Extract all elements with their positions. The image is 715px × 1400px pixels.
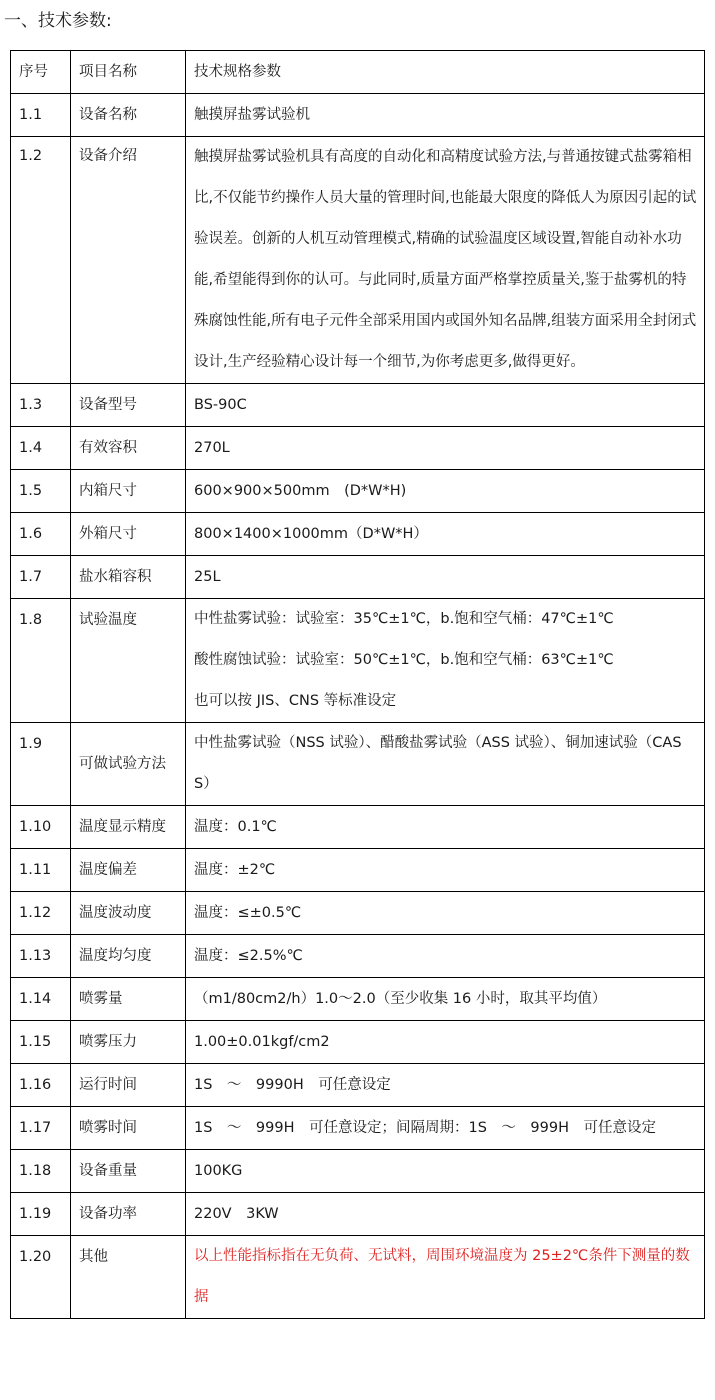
table-row xyxy=(11,892,705,935)
row-name: 温度均匀度 xyxy=(71,935,186,978)
row-no: 1.17 xyxy=(11,1107,71,1150)
row-value: 220V 3KW xyxy=(186,1193,705,1236)
row-name: 外箱尺寸 xyxy=(71,513,186,556)
row-name: 设备重量 xyxy=(71,1150,186,1193)
row-value: 触摸屏盐雾试验机具有高度的自动化和高精度试验方法,与普通按键式盐雾箱相比,不仅能节约操作人员大量的管理时间,也能最大限度的降低人为原因引起的试验误差。创新的人机互动管理模式,精确的试验温度区域设置,智能自动补水功能,希望能得到你的认可。与此同时,质量方面严格掌控质量关,鉴于盐雾机的特殊腐蚀性能,所有电子元件全部采用国内或国外知名品牌,组装方面采用全封闭式设计,生产经验精心设计每一个细节,为你考虑更多,做得更好。 xyxy=(186,137,705,384)
test-temp-line: 中性盐雾试验：试验室：35℃±1℃，b.饱和空气桶：47℃±1℃ xyxy=(194,611,614,627)
row-no: 1.12 xyxy=(11,892,71,935)
row-name: 温度显示精度 xyxy=(71,806,186,849)
row-value xyxy=(186,599,705,723)
row-value: 600×900×500mm (D*W*H) xyxy=(186,470,705,513)
table-row xyxy=(11,513,705,556)
row-value-note: 以上性能指标指在无负荷、无试料，周围环境温度为 25±2℃条件下测量的数据 xyxy=(186,1236,705,1319)
row-value: 270L xyxy=(186,427,705,470)
row-name: 设备功率 xyxy=(71,1193,186,1236)
row-name: 其他 xyxy=(71,1236,186,1319)
row-no: 1.14 xyxy=(11,978,71,1021)
row-no: 1.10 xyxy=(11,806,71,849)
row-value: （m1/80cm2/h）1.0～2.0（至少收集 16 小时，取其平均值） xyxy=(186,978,705,1021)
table-row xyxy=(11,599,705,723)
table-header-row xyxy=(11,51,705,94)
table-row xyxy=(11,1021,705,1064)
row-value: 100KG xyxy=(186,1150,705,1193)
row-name: 温度偏差 xyxy=(71,849,186,892)
table-row xyxy=(11,556,705,599)
table-row xyxy=(11,384,705,427)
row-no: 1.20 xyxy=(11,1236,71,1319)
row-name: 喷雾时间 xyxy=(71,1107,186,1150)
table-row xyxy=(11,137,705,384)
row-name: 温度波动度 xyxy=(71,892,186,935)
table-row xyxy=(11,1107,705,1150)
row-value: BS-90C xyxy=(186,384,705,427)
header-spec: 技术规格参数 xyxy=(186,51,705,94)
section-title: 一、技术参数: xyxy=(4,11,112,31)
row-name: 运行时间 xyxy=(71,1064,186,1107)
row-value: 1S ～ 999H 可任意设定；间隔周期：1S ～ 999H 可任意设定 xyxy=(186,1107,705,1150)
row-value: 温度：±2℃ xyxy=(186,849,705,892)
row-value: 温度：≤2.5%℃ xyxy=(186,935,705,978)
table-row xyxy=(11,94,705,137)
row-no: 1.2 xyxy=(11,137,71,384)
row-value: 25L xyxy=(186,556,705,599)
row-no: 1.18 xyxy=(11,1150,71,1193)
header-item-name: 项目名称 xyxy=(71,51,186,94)
row-no: 1.15 xyxy=(11,1021,71,1064)
row-no: 1.11 xyxy=(11,849,71,892)
row-no: 1.16 xyxy=(11,1064,71,1107)
table-row xyxy=(11,806,705,849)
row-name: 设备名称 xyxy=(71,94,186,137)
row-no: 1.4 xyxy=(11,427,71,470)
row-name: 盐水箱容积 xyxy=(71,556,186,599)
table-row xyxy=(11,935,705,978)
row-value: 温度：≤±0.5℃ xyxy=(186,892,705,935)
row-name: 试验温度 xyxy=(71,599,186,723)
row-name: 设备介绍 xyxy=(71,137,186,384)
row-no: 1.9 xyxy=(11,723,71,806)
row-name: 喷雾压力 xyxy=(71,1021,186,1064)
row-no: 1.13 xyxy=(11,935,71,978)
row-no: 1.6 xyxy=(11,513,71,556)
header-no: 序号 xyxy=(11,51,71,94)
row-value: 温度：0.1℃ xyxy=(186,806,705,849)
row-no: 1.8 xyxy=(11,599,71,723)
table-row xyxy=(11,427,705,470)
table-row xyxy=(11,849,705,892)
row-value: 中性盐雾试验（NSS 试验）、醋酸盐雾试验（ASS 试验）、铜加速试验（CASS） xyxy=(186,723,705,806)
row-name: 可做试验方法 xyxy=(71,723,186,806)
row-no: 1.5 xyxy=(11,470,71,513)
table-row xyxy=(11,978,705,1021)
table-row xyxy=(11,1064,705,1107)
row-value: 800×1400×1000mm（D*W*H） xyxy=(186,513,705,556)
row-no: 1.1 xyxy=(11,94,71,137)
table-row xyxy=(11,1236,705,1319)
table-row xyxy=(11,470,705,513)
row-value: 触摸屏盐雾试验机 xyxy=(186,94,705,137)
row-no: 1.7 xyxy=(11,556,71,599)
table-row xyxy=(11,1150,705,1193)
table-row xyxy=(11,1193,705,1236)
test-temp-line: 酸性腐蚀试验：试验室：50℃±1℃，b.饱和空气桶：63℃±1℃ xyxy=(194,652,614,668)
tech-params-table xyxy=(10,50,705,1319)
table-row xyxy=(11,723,705,806)
row-value: 1S ～ 9990H 可任意设定 xyxy=(186,1064,705,1107)
row-name: 有效容积 xyxy=(71,427,186,470)
row-name: 设备型号 xyxy=(71,384,186,427)
row-no: 1.3 xyxy=(11,384,71,427)
row-no: 1.19 xyxy=(11,1193,71,1236)
test-temp-line: 也可以按 JIS、CNS 等标准设定 xyxy=(194,693,397,709)
row-name: 内箱尺寸 xyxy=(71,470,186,513)
row-name: 喷雾量 xyxy=(71,978,186,1021)
row-value: 1.00±0.01kgf/cm2 xyxy=(186,1021,705,1064)
